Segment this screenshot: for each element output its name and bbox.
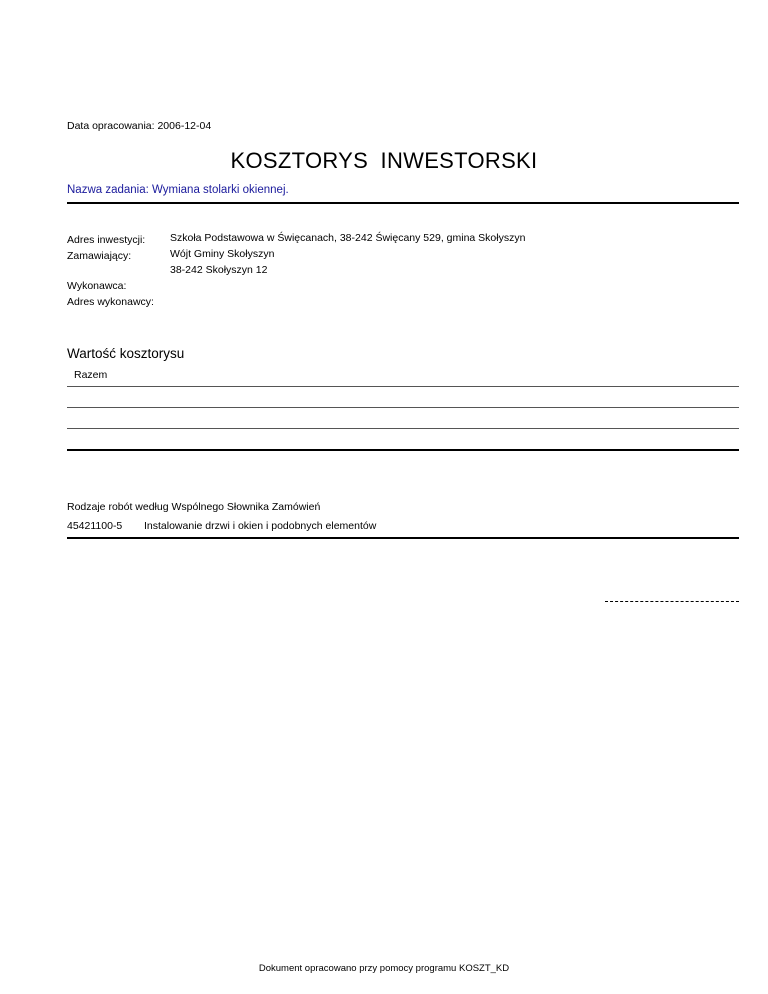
investment-address-value: Szkoła Podstawowa w Święcanach, 38-242 Święcany 529, gmina Skołyszyn <box>170 232 526 244</box>
cpv-name: Instalowanie drzwi i okien i podobnych elementów <box>144 520 377 532</box>
estimate-total-label: Razem <box>74 369 108 381</box>
client-name: Wójt Gminy Skołyszyn <box>170 248 275 260</box>
client-address: 38-242 Skołyszyn 12 <box>170 264 268 276</box>
contractor-label: Wykonawca: <box>67 280 127 292</box>
cpv-code: 45421100-5 <box>67 520 123 532</box>
table-line <box>67 428 739 429</box>
table-line <box>67 407 739 408</box>
investment-address-label: Adres inwestycji: <box>67 234 146 246</box>
client-label: Zamawiający: <box>67 250 132 262</box>
table-line <box>67 386 739 387</box>
divider <box>67 202 739 204</box>
estimate-heading: Wartość kosztorysu <box>67 346 185 361</box>
footer-note: Dokument opracowano przy pomocy programu KOSZT_KD <box>258 963 510 974</box>
divider <box>67 537 739 539</box>
document-title: KOSZTORYS INWESTORSKI <box>230 148 538 173</box>
cpv-heading: Rodzaje robót według Wspólnego Słownika Zamówień <box>67 501 321 513</box>
signature-line <box>605 601 739 602</box>
task-name: Nazwa zadania: Wymiana stolarki okiennej. <box>67 184 289 196</box>
divider <box>67 449 739 451</box>
preparation-date: Data opracowania: 2006-12-04 <box>67 120 212 132</box>
contractor-address-label: Adres wykonawcy: <box>67 296 154 308</box>
